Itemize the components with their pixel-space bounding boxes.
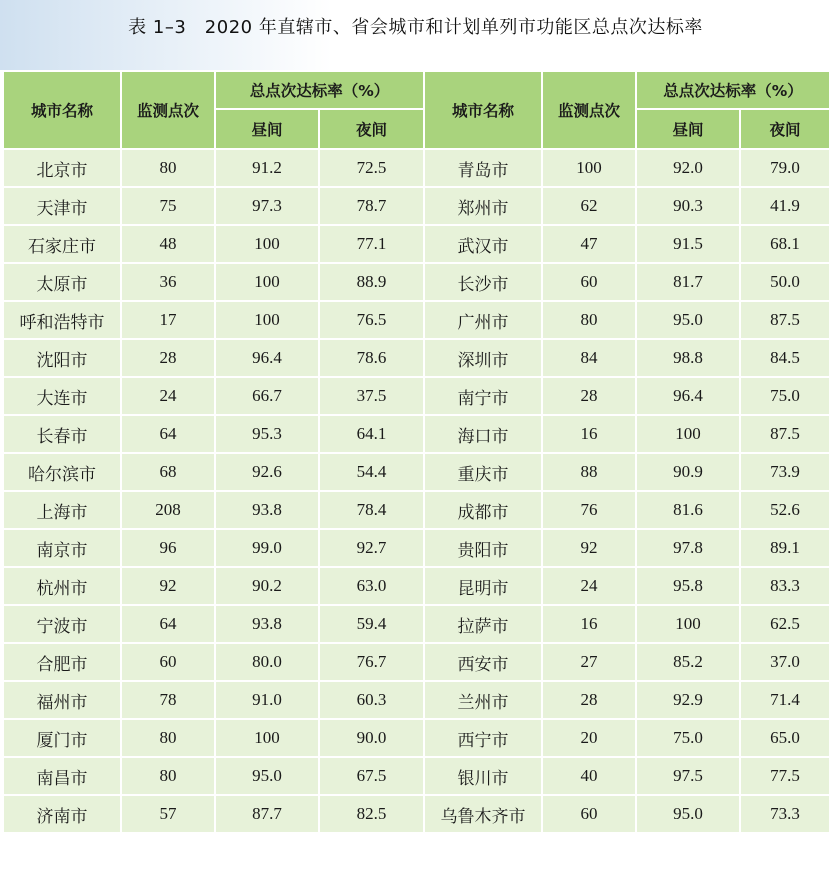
table-row — [3, 529, 830, 567]
city-cell-left: 南昌市 — [3, 757, 121, 795]
points-cell-right: 62 — [542, 187, 636, 225]
points-cell-right: 20 — [542, 719, 636, 757]
day-cell-right: 81.6 — [636, 491, 740, 529]
header-points-left: 监测点次 — [121, 71, 215, 149]
points-cell-right: 24 — [542, 567, 636, 605]
city-cell-right: 西宁市 — [424, 719, 542, 757]
table-body — [3, 149, 830, 833]
night-cell-left: 78.6 — [319, 339, 424, 377]
day-cell-left: 100 — [215, 263, 319, 301]
day-cell-right: 92.0 — [636, 149, 740, 187]
points-cell-right: 27 — [542, 643, 636, 681]
table-row — [3, 643, 830, 681]
day-cell-right: 97.8 — [636, 529, 740, 567]
table-row — [3, 377, 830, 415]
header-points-right: 监测点次 — [542, 71, 636, 149]
day-cell-right: 96.4 — [636, 377, 740, 415]
day-cell-right: 85.2 — [636, 643, 740, 681]
night-cell-left: 64.1 — [319, 415, 424, 453]
points-cell-right: 60 — [542, 795, 636, 833]
points-cell-left: 96 — [121, 529, 215, 567]
night-cell-left: 59.4 — [319, 605, 424, 643]
day-cell-left: 93.8 — [215, 605, 319, 643]
day-cell-right: 100 — [636, 415, 740, 453]
day-cell-left: 100 — [215, 225, 319, 263]
day-cell-left: 92.6 — [215, 453, 319, 491]
points-cell-right: 28 — [542, 681, 636, 719]
night-cell-right: 37.0 — [740, 643, 830, 681]
header-rate-left: 总点次达标率（%） — [215, 71, 424, 109]
night-cell-right: 84.5 — [740, 339, 830, 377]
night-cell-left: 90.0 — [319, 719, 424, 757]
night-cell-left: 78.7 — [319, 187, 424, 225]
header-day-left: 昼间 — [215, 109, 319, 149]
day-cell-right: 75.0 — [636, 719, 740, 757]
city-cell-left: 天津市 — [3, 187, 121, 225]
day-cell-right: 90.9 — [636, 453, 740, 491]
night-cell-left: 67.5 — [319, 757, 424, 795]
day-cell-left: 66.7 — [215, 377, 319, 415]
city-cell-right: 青岛市 — [424, 149, 542, 187]
points-cell-right: 100 — [542, 149, 636, 187]
day-cell-left: 99.0 — [215, 529, 319, 567]
table-row — [3, 415, 830, 453]
city-cell-left: 济南市 — [3, 795, 121, 833]
points-cell-left: 68 — [121, 453, 215, 491]
points-cell-left: 64 — [121, 415, 215, 453]
city-cell-left: 上海市 — [3, 491, 121, 529]
table-row — [3, 339, 830, 377]
city-cell-left: 杭州市 — [3, 567, 121, 605]
points-cell-left: 78 — [121, 681, 215, 719]
night-cell-left: 60.3 — [319, 681, 424, 719]
city-cell-right: 乌鲁木齐市 — [424, 795, 542, 833]
day-cell-left: 80.0 — [215, 643, 319, 681]
day-cell-right: 100 — [636, 605, 740, 643]
night-cell-left: 82.5 — [319, 795, 424, 833]
points-cell-left: 92 — [121, 567, 215, 605]
points-cell-left: 80 — [121, 719, 215, 757]
table-row — [3, 757, 830, 795]
table-row — [3, 567, 830, 605]
points-cell-left: 28 — [121, 339, 215, 377]
day-cell-right: 81.7 — [636, 263, 740, 301]
city-cell-left: 沈阳市 — [3, 339, 121, 377]
points-cell-right: 76 — [542, 491, 636, 529]
city-cell-right: 重庆市 — [424, 453, 542, 491]
day-cell-left: 95.3 — [215, 415, 319, 453]
day-cell-left: 90.2 — [215, 567, 319, 605]
night-cell-left: 63.0 — [319, 567, 424, 605]
points-cell-right: 84 — [542, 339, 636, 377]
city-cell-right: 深圳市 — [424, 339, 542, 377]
table-row — [3, 225, 830, 263]
night-cell-right: 79.0 — [740, 149, 830, 187]
day-cell-left: 100 — [215, 301, 319, 339]
day-cell-left: 87.7 — [215, 795, 319, 833]
points-cell-left: 208 — [121, 491, 215, 529]
city-cell-right: 昆明市 — [424, 567, 542, 605]
table-row — [3, 491, 830, 529]
city-cell-left: 呼和浩特市 — [3, 301, 121, 339]
city-cell-left: 厦门市 — [3, 719, 121, 757]
table-row — [3, 605, 830, 643]
table-row — [3, 187, 830, 225]
points-cell-left: 24 — [121, 377, 215, 415]
night-cell-right: 87.5 — [740, 415, 830, 453]
night-cell-left: 54.4 — [319, 453, 424, 491]
city-cell-left: 宁波市 — [3, 605, 121, 643]
day-cell-left: 91.0 — [215, 681, 319, 719]
city-cell-left: 太原市 — [3, 263, 121, 301]
points-cell-right: 40 — [542, 757, 636, 795]
city-cell-right: 拉萨市 — [424, 605, 542, 643]
points-cell-left: 64 — [121, 605, 215, 643]
city-cell-right: 海口市 — [424, 415, 542, 453]
city-cell-left: 南京市 — [3, 529, 121, 567]
city-cell-right: 成都市 — [424, 491, 542, 529]
night-cell-right: 65.0 — [740, 719, 830, 757]
day-cell-left: 95.0 — [215, 757, 319, 795]
day-cell-right: 98.8 — [636, 339, 740, 377]
day-cell-left: 93.8 — [215, 491, 319, 529]
city-cell-right: 西安市 — [424, 643, 542, 681]
table-row — [3, 301, 830, 339]
night-cell-left: 72.5 — [319, 149, 424, 187]
points-cell-left: 60 — [121, 643, 215, 681]
city-cell-left: 长春市 — [3, 415, 121, 453]
night-cell-left: 76.5 — [319, 301, 424, 339]
city-cell-right: 兰州市 — [424, 681, 542, 719]
city-cell-right: 广州市 — [424, 301, 542, 339]
night-cell-right: 50.0 — [740, 263, 830, 301]
night-cell-left: 76.7 — [319, 643, 424, 681]
night-cell-right: 73.3 — [740, 795, 830, 833]
points-cell-left: 17 — [121, 301, 215, 339]
night-cell-left: 77.1 — [319, 225, 424, 263]
day-cell-right: 95.0 — [636, 795, 740, 833]
night-cell-right: 52.6 — [740, 491, 830, 529]
city-cell-right: 武汉市 — [424, 225, 542, 263]
table-row — [3, 681, 830, 719]
day-cell-right: 95.0 — [636, 301, 740, 339]
day-cell-right: 91.5 — [636, 225, 740, 263]
header-day-right: 昼间 — [636, 109, 740, 149]
header-night-left: 夜间 — [319, 109, 424, 149]
night-cell-right: 41.9 — [740, 187, 830, 225]
night-cell-left: 37.5 — [319, 377, 424, 415]
city-cell-left: 福州市 — [3, 681, 121, 719]
day-cell-left: 96.4 — [215, 339, 319, 377]
day-cell-right: 92.9 — [636, 681, 740, 719]
night-cell-right: 68.1 — [740, 225, 830, 263]
city-cell-right: 南宁市 — [424, 377, 542, 415]
city-cell-left: 合肥市 — [3, 643, 121, 681]
night-cell-right: 75.0 — [740, 377, 830, 415]
points-cell-right: 47 — [542, 225, 636, 263]
city-cell-left: 大连市 — [3, 377, 121, 415]
header-night-right: 夜间 — [740, 109, 830, 149]
day-cell-right: 97.5 — [636, 757, 740, 795]
points-cell-right: 88 — [542, 453, 636, 491]
points-cell-right: 92 — [542, 529, 636, 567]
table-row — [3, 719, 830, 757]
compliance-rate-table — [2, 70, 831, 834]
night-cell-right: 77.5 — [740, 757, 830, 795]
night-cell-right: 87.5 — [740, 301, 830, 339]
points-cell-right: 80 — [542, 301, 636, 339]
table-row — [3, 453, 830, 491]
city-cell-right: 银川市 — [424, 757, 542, 795]
day-cell-right: 90.3 — [636, 187, 740, 225]
points-cell-left: 75 — [121, 187, 215, 225]
points-cell-left: 57 — [121, 795, 215, 833]
header-rate-right: 总点次达标率（%） — [636, 71, 830, 109]
city-cell-left: 石家庄市 — [3, 225, 121, 263]
points-cell-left: 36 — [121, 263, 215, 301]
points-cell-left: 80 — [121, 149, 215, 187]
night-cell-right: 83.3 — [740, 567, 830, 605]
night-cell-left: 78.4 — [319, 491, 424, 529]
points-cell-right: 60 — [542, 263, 636, 301]
table-row — [3, 263, 830, 301]
points-cell-left: 80 — [121, 757, 215, 795]
table-row — [3, 149, 830, 187]
table-row — [3, 795, 830, 833]
city-cell-left: 北京市 — [3, 149, 121, 187]
day-cell-left: 91.2 — [215, 149, 319, 187]
header-city-left: 城市名称 — [3, 71, 121, 149]
header-city-right: 城市名称 — [424, 71, 542, 149]
points-cell-right: 16 — [542, 605, 636, 643]
night-cell-right: 71.4 — [740, 681, 830, 719]
day-cell-right: 95.8 — [636, 567, 740, 605]
city-cell-right: 长沙市 — [424, 263, 542, 301]
night-cell-right: 73.9 — [740, 453, 830, 491]
city-cell-right: 郑州市 — [424, 187, 542, 225]
day-cell-left: 97.3 — [215, 187, 319, 225]
city-cell-right: 贵阳市 — [424, 529, 542, 567]
city-cell-left: 哈尔滨市 — [3, 453, 121, 491]
night-cell-right: 62.5 — [740, 605, 830, 643]
night-cell-left: 88.9 — [319, 263, 424, 301]
points-cell-left: 48 — [121, 225, 215, 263]
night-cell-right: 89.1 — [740, 529, 830, 567]
day-cell-left: 100 — [215, 719, 319, 757]
table-title: 表 1–3 2020 年直辖市、省会城市和计划单列市功能区总点次达标率 — [128, 17, 703, 38]
points-cell-right: 28 — [542, 377, 636, 415]
night-cell-left: 92.7 — [319, 529, 424, 567]
points-cell-right: 16 — [542, 415, 636, 453]
